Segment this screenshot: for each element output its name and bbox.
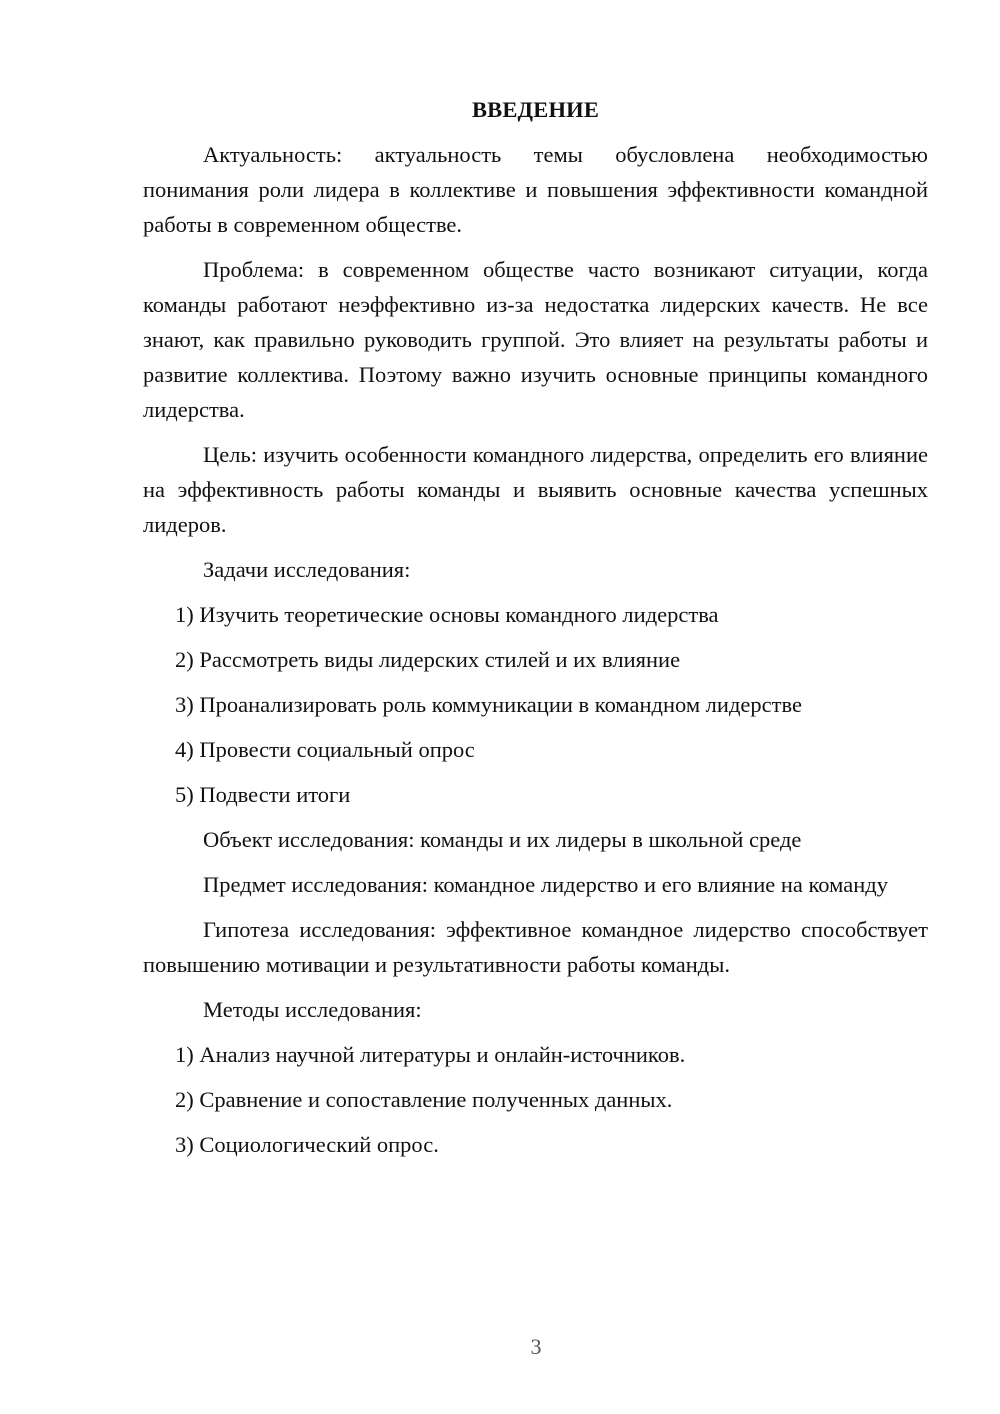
section-title: ВВЕДЕНИЕ	[471, 97, 600, 122]
method-item: 3) Социологический опрос.	[175, 1132, 439, 1157]
object-line: Объект исследования: команды и их лидеры в школьной среде	[203, 827, 802, 852]
goal-paragraph: Цель: изучить особенности командного лидерства, определить его влияние на эффективность работы команды и выявить основные качества успешных лидеров.	[143, 442, 928, 537]
problem-paragraph: Проблема: в современном обществе часто возникают ситуации, когда команды работают неэффективно из-за недостатка лидерских качеств. Не все знают, как правильно руководить группой. Это влияет на результаты работы и развитие коллектива. Поэтому важно изучить основные принципы командного лидерства.	[143, 257, 928, 422]
document-body	[143, 92, 928, 1172]
task-item: 1) Изучить теоретические основы командного лидерства	[175, 602, 719, 627]
methods-list	[143, 1037, 928, 1162]
task-item: 4) Провести социальный опрос	[175, 737, 475, 762]
tasks-list	[143, 597, 928, 812]
method-item: 2) Сравнение и сопоставление полученных данных.	[175, 1087, 673, 1112]
hypothesis-paragraph: Гипотеза исследования: эффективное командное лидерство способствует повышению мотивации и результативности работы команды.	[143, 917, 928, 977]
task-item: 5) Подвести итоги	[175, 782, 351, 807]
task-item: 2) Рассмотреть виды лидерских стилей и их влияние	[175, 647, 681, 672]
relevance-paragraph: Актуальность: актуальность темы обусловлена необходимостью понимания роли лидера в коллективе и повышения эффективности командной работы в современном обществе.	[143, 142, 928, 237]
methods-heading: Методы исследования:	[203, 997, 422, 1022]
page-number: 3	[530, 1334, 542, 1359]
tasks-heading: Задачи исследования:	[203, 557, 411, 582]
subject-paragraph: Предмет исследования: командное лидерство и его влияние на команду	[203, 872, 888, 897]
task-item: 3) Проанализировать роль коммуникации в командном лидерстве	[175, 692, 802, 717]
method-item: 1) Анализ научной литературы и онлайн-источников.	[175, 1042, 686, 1067]
